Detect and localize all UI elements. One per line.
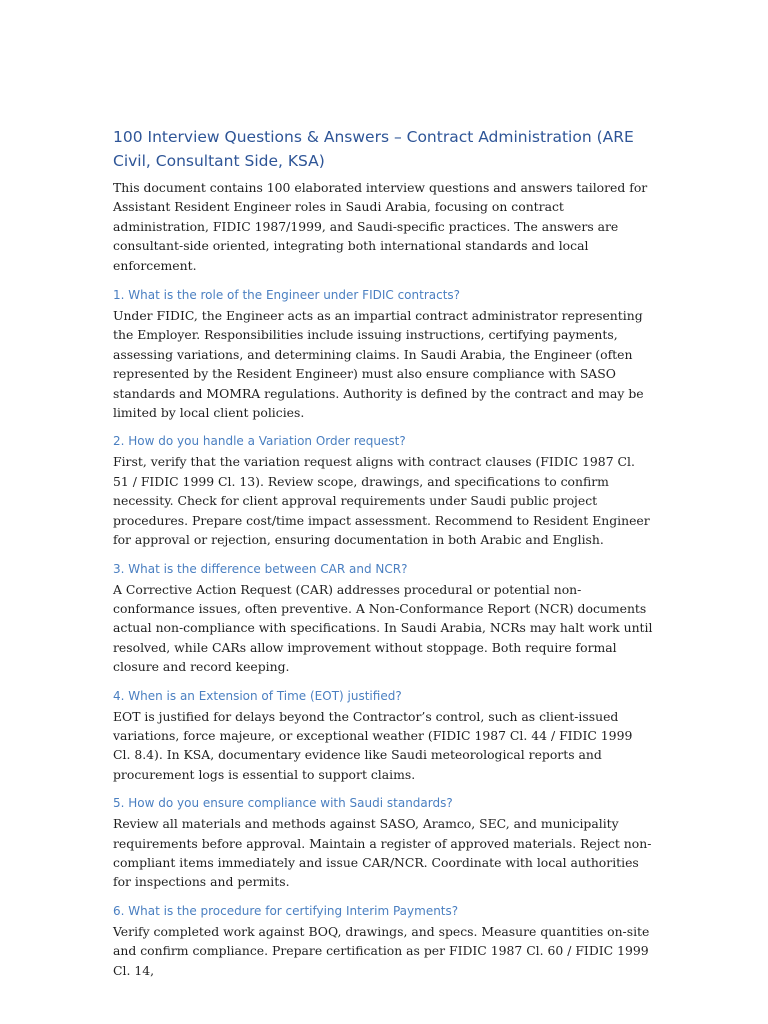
question-heading: 1. What is the role of the Engineer under FIDIC contracts? <box>113 288 461 303</box>
question-heading: 3. What is the difference between CAR and NCR? <box>113 561 408 576</box>
answer-text: A Corrective Action Request (CAR) addresses procedural or potential non-conformance issues, often preventive. A Non-Conformance Report (NCR) documents actual non-compliance with specifications. In Saudi Arabia, NCRs may halt work until resolved, while CARs allow improvement without stoppage. Both require formal closure and record keeping. <box>113 581 653 675</box>
qa-item-4 <box>113 687 653 785</box>
answer-text: First, verify that the variation request aligns with contract clauses (FIDIC 1987 Cl. 51 / FIDIC 1999 Cl. 13). Review scope, drawings, and specifications to confirm necessity. Check for client approval requirements under Saudi public project procedures. Prepare cost/time impact assessment. Recommend to Resident Engineer for approval or rejection, ensuring documentation in both Arabic and English. <box>113 454 650 548</box>
document-intro: This document contains 100 elaborated interview questions and answers tailored for Assistant Resident Engineer roles in Saudi Arabia, focusing on contract administration, FIDIC 1987/1999, and Saudi-specific practices. The answers are consultant-side oriented, integrating both international standards and local enforcement. <box>113 180 648 273</box>
qa-item-2 <box>113 432 653 549</box>
document-title: 100 Interview Questions & Answers – Contract Administration (ARE Civil, Consultant Side, KSA) <box>113 128 634 170</box>
answer-text: Review all materials and methods against SASO, Aramco, SEC, and municipality requirements before approval. Maintain a register of approved materials. Reject non-compliant items immediately and issue CAR/NCR. Coordinate with local authorities for inspections and permits. <box>113 816 652 890</box>
answer-text: Verify completed work against BOQ, drawings, and specs. Measure quantities on-site and confirm compliance. Prepare certification as per FIDIC 1987 Cl. 60 / FIDIC 1999 Cl. 14, <box>113 923 650 978</box>
question-heading: 5. How do you ensure compliance with Saudi standards? <box>113 796 453 811</box>
question-heading: 2. How do you handle a Variation Order request? <box>113 434 406 449</box>
document-page <box>113 125 653 990</box>
answer-text: EOT is justified for delays beyond the Contractor’s control, such as client-issued variations, force majeure, or exceptional weather (FIDIC 1987 Cl. 44 / FIDIC 1999 Cl. 8.4). In KSA, documentary evidence like Saudi meteorological reports and procurement logs is essential to support claims. <box>113 708 633 782</box>
qa-item-6 <box>113 902 653 980</box>
answer-text: Under FIDIC, the Engineer acts as an impartial contract administrator representing the Employer. Responsibilities include issuing instructions, certifying payments, assessing variations, and determining claims. In Saudi Arabia, the Engineer (often represented by the Resident Engineer) must also ensure compliance with SASO standards and MOMRA regulations. Authority is defined by the contract and may be limited by local client policies. <box>113 308 644 421</box>
qa-item-3 <box>113 560 653 677</box>
qa-item-1 <box>113 286 653 422</box>
question-heading: 4. When is an Extension of Time (EOT) justified? <box>113 688 402 703</box>
qa-item-5 <box>113 794 653 892</box>
question-heading: 6. What is the procedure for certifying Interim Payments? <box>113 903 459 918</box>
